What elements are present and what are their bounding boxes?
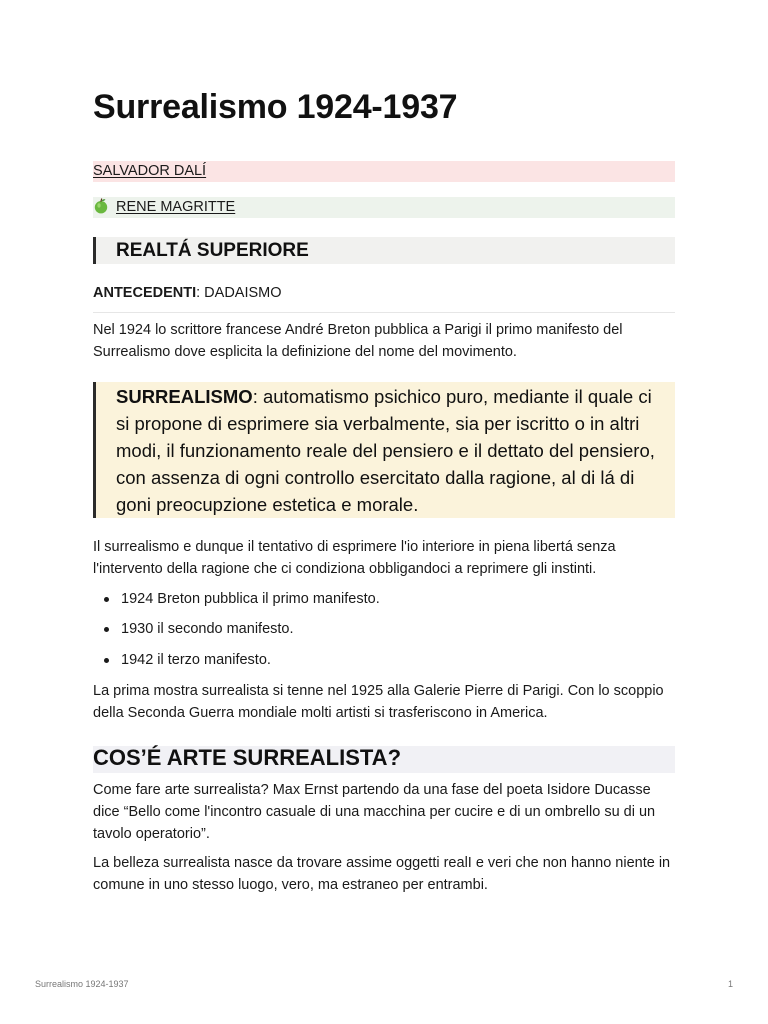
list-item-text: 1942 il terzo manifesto.: [121, 652, 271, 668]
quote-text: : automatismo psichico puro, mediante il quale ci si propone di esprimere sia verbalmente, sia per iscritto o in altri modi, il funzionamento reale del pensiero e il dettato del pensiero, con assenza di ogni controllo esercitato dalla ragione, al di lá di goni preocupzione estetica e morale.: [116, 386, 655, 515]
link-block-magritte: [93, 197, 675, 218]
link-salvador-dali[interactable]: SALVADOR DALÍ: [93, 163, 207, 179]
antecedenti-line: [93, 283, 675, 313]
link-rene-magritte[interactable]: RENE MAGRITTE: [116, 199, 236, 215]
list-item-text: 1930 il secondo manifesto.: [121, 621, 294, 637]
bullet-icon: [104, 658, 109, 663]
link-block-dali: [93, 161, 675, 182]
list-item-text: 1924 Breton pubblica il primo manifesto.: [121, 591, 380, 607]
green-apple-icon: [93, 198, 109, 214]
list-item: [93, 619, 675, 639]
antecedenti-label: ANTECEDENTI: [93, 285, 197, 301]
paragraph-exhibition: La prima mostra surrealista si tenne nel 1925 alla Galerie Pierre di Parigi. Con lo scoppio della Seconda Guerra mondiale molti artisti si trasferiscono in America.: [93, 683, 664, 721]
footer-title: Surrealismo 1924-1937: [35, 979, 129, 989]
page-title: Surrealismo 1924-1937: [93, 88, 458, 126]
list-item: [93, 589, 675, 609]
paragraph-surrealism: Il surrealismo e dunque il tentativo di esprimere l'io interiore in piena libertá senza l'intervento della ragione che ci condiziona obbligandoci a reprimere gli instinti.: [93, 539, 616, 577]
manifesto-list: [93, 589, 675, 670]
footer-page-number: 1: [727, 979, 733, 989]
list-item: [93, 650, 675, 670]
bullet-icon: [104, 627, 109, 632]
bullet-icon: [104, 597, 109, 602]
quote-block: [93, 382, 675, 518]
antecedenti-value: : DADAISMO: [196, 285, 282, 301]
paragraph-beauty: La belleza surrealista nasce da trovare assime oggetti realI e veri che non hanno niente in comune in uno stesso luogo, vero, ma estraneo per entrambi.: [93, 855, 671, 893]
callout-heading: REALTÁ SUPERIORE: [93, 237, 675, 264]
paragraph-intro: Nel 1924 lo scrittore francese André Breton pubblica a Parigi il primo manifesto del Surrealismo dove esplicita la definizione del nome del movimento.: [93, 322, 623, 360]
section-heading: COS’É ARTE SURREALISTA?: [93, 746, 675, 773]
quote-term: SURREALISMO: [116, 386, 253, 407]
paragraph-how-to: Come fare arte surrealista? Max Ernst partendo da una fase del poeta Isidore Ducasse dice “Bello come l'incontro casuale di una macchina per cucire e di un ombrello su di un tavolo operatorio”.: [93, 782, 656, 842]
